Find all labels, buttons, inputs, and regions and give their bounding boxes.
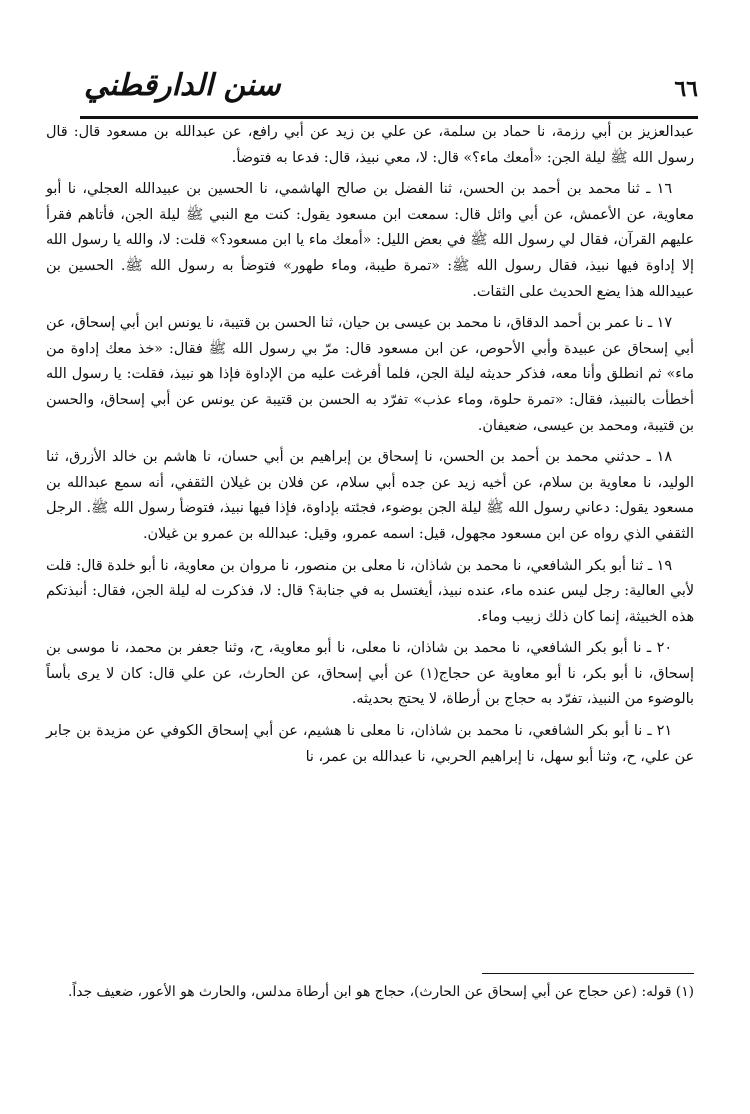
hadith-17: ١٧ ـ نا عمر بن أحمد الدقاق، نا محمد بن عيسى بن حيان، ثنا الحسن بن قتيبة، نا يونس ابن أبي إسحاق، عن أبي إسحاق عن عبيدة وأبي الأحوص، عن ابن مسعود قال: مرّ بي رسول الله ﷺ فقال: «خذ معك إداوة من ماء» ثم انطلق وأنا معه، فذكر حديثه ليلة الجن، فلما أفرغت عليه من الإداوة فإذا هو نبيذ، فقلت: يا رسول الله أخطأت بالنبيذ، فقال: «تمرة حلوة، وماء عذب» تفرّد به الحسن بن قتيبة عن يونس عن أبي إسحاق، والحسن بن قتيبة، ومحمد بن عيسى، ضعيفان. bbox=[46, 315, 694, 434]
hadith-16: ١٦ ـ ثنا محمد بن أحمد بن الحسن، ثنا الفضل بن صالح الهاشمي، نا الحسين بن عبيدالله العجلي، نا أبو معاوية، عن الأعمش، عن أبي وائل قال: سمعت ابن مسعود يقول: كنت مع النبي ﷺ ليلة الجن، فأتاهم فقرأ عليهم القرآن، فقال لي رسول الله ﷺ في بعض الليل: «أمعك ماء يا ابن مسعود؟» قلت: لا، والله يا رسول الله إلا إداوة فيها نبيذ، فقال رسول الله ﷺ: «تمرة طيبة، وماء طهور» فتوضأ به رسول الله ﷺ. الحسين بن عبيدالله هذا يضع الحديث على الثقات. bbox=[46, 181, 694, 300]
paragraph-cont: عبدالعزيز بن أبي رزمة، نا حماد بن سلمة، عن علي بن زيد عن أبي رافع، عن عبدالله بن مسعود قال: قال رسول الله ﷺ ليلة الجن: «أمعك ماء؟» قال: لا، معي نبيذ، قال: فدعا به فتوضأ. bbox=[46, 124, 694, 166]
hadith-20: ٢٠ ـ نا أبو بكر الشافعي، نا محمد بن شاذان، نا معلى، نا أبو معاوية، ح، وثنا جعفر بن محمد، نا موسى بن إسحاق، نا أبو بكر، نا أبو معاوية عن حجاج(١) عن أبي إسحاق، عن الحارث، عن علي قال: كان لا يرى بأساً بالوضوء من النبيذ، تفرّد به حجاج بن أرطاة، لا يحتج بحديثه. bbox=[46, 640, 694, 708]
book-title: سنن الدارقطني bbox=[84, 68, 281, 103]
footnote-rule bbox=[482, 973, 694, 974]
footnotes bbox=[46, 980, 694, 1005]
footnote-1: (١) قوله: (عن حجاج عن أبي إسحاق عن الحارث)، حجاج هو ابن أرطاة مدلس، والحارث هو الأعور، ضعيف جداً. bbox=[67, 984, 694, 1000]
page-number: ٦٦ bbox=[674, 76, 698, 102]
header-rule bbox=[80, 116, 698, 119]
running-header bbox=[84, 68, 698, 114]
main-text bbox=[46, 120, 694, 776]
hadith-19: ١٩ ـ ثنا أبو بكر الشافعي، نا محمد بن شاذان، نا معلى بن منصور، نا مروان بن معاوية، نا أبو خلدة قال: قلت لأبي العالية: رجل ليس عنده ماء، عنده نبيذ، أيغتسل به في جنابة؟ قال: لا، فذكرت له ليلة الجن، فقال: أنبذتكم هذه الخبيثة، إنما كان ذلك زبيب وماء. bbox=[46, 557, 694, 625]
hadith-21: ٢١ ـ نا أبو بكر الشافعي، نا محمد بن شاذان، نا معلى نا هشيم، عن أبي إسحاق الكوفي عن مزيدة بن جابر عن علي، ح، وثنا أبو سهل، نا إبراهيم الحربي، نا عبدالله بن عمر، نا bbox=[46, 723, 694, 765]
hadith-18: ١٨ ـ حدثني محمد بن أحمد بن الحسن، نا إسحاق بن إبراهيم بن أبي حسان، نا هاشم بن خالد الأزرق، ثنا الوليد، نا معاوية بن سلام، عن أخيه زيد عن جده أبي سلام، عن فلان بن غيلان الثقفي، أنه سمع عبدالله بن مسعود يقول: دعاني رسول الله ﷺ ليلة الجن بوضوء، فجئته بإداوة، فإذا فيها نبيذ، فتوضأ رسول الله ﷺ. الرجل الثقفي الذي رواه عن ابن مسعود مجهول، قيل: اسمه عمرو، وقيل: عبدالله بن عمرو بن غيلان. bbox=[46, 449, 694, 542]
